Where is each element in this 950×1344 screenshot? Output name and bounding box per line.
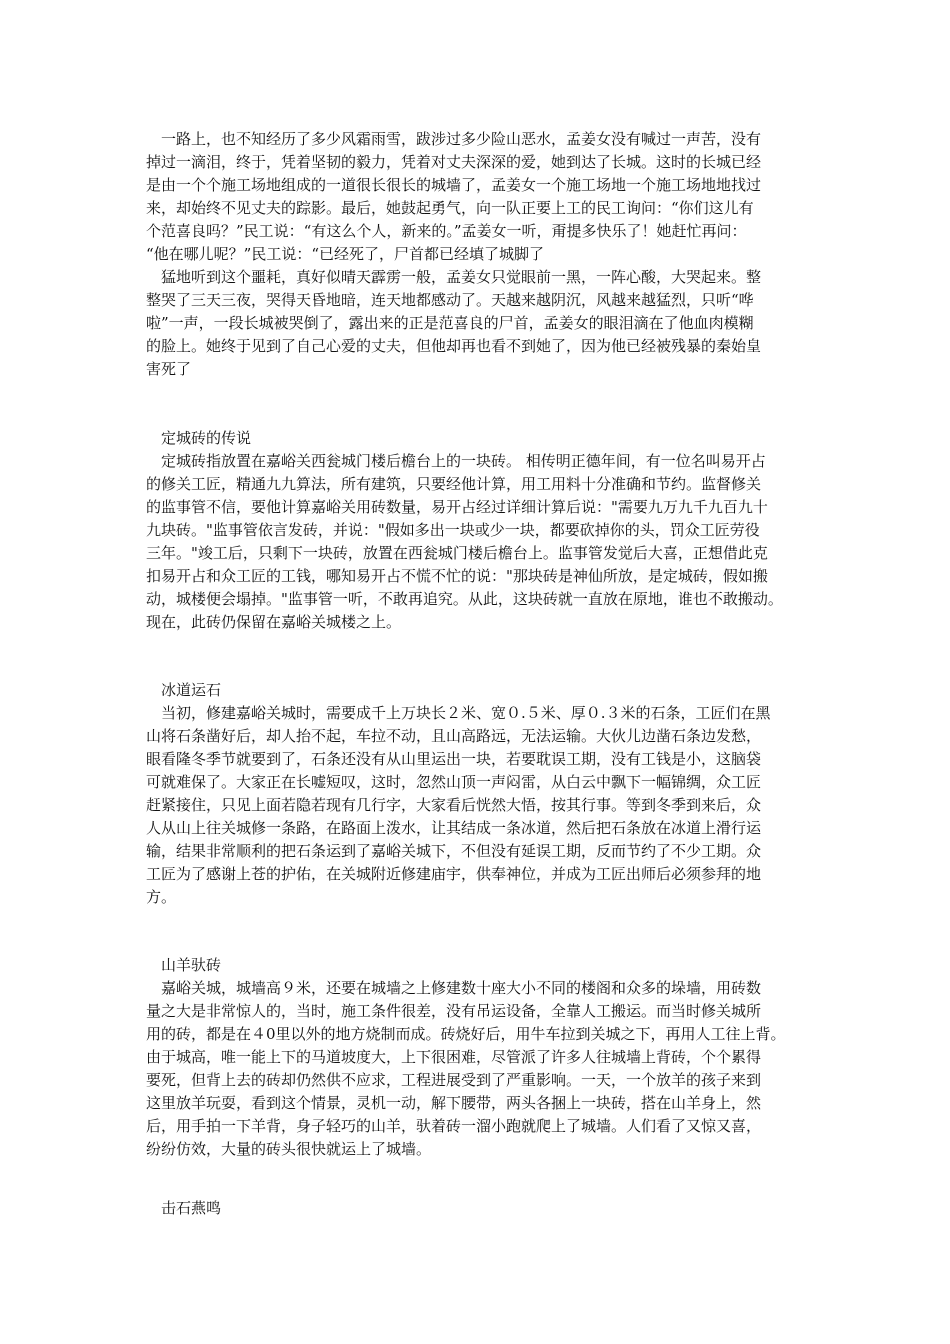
intro-line: 整哭了三天三夜，哭得天昏地暗，连天地都感动了。天越来越阴沉，风越来越猛烈，只听“哗: [146, 291, 754, 309]
section1-line: 九块砖。"监事管依言发砖，并说："假如多出一块或少一块，都要砍掉你的头，罚众工匠劳役: [146, 521, 760, 539]
intro-line: 个范喜良吗？”民工说：“有这么个人，新来的。”孟姜女一听，甭提多快乐了！她赶忙再问：: [146, 222, 747, 240]
section2-line: 山将石条凿好后，却人抬不起，车拉不动，且山高路远，无法运输。大伙儿边凿石条边发愁，: [146, 727, 762, 745]
section2-line: 人从山上往关城修一条路，在路面上泼水，让其结成一条冰道，然后把石条放在冰道上滑行运: [146, 819, 762, 837]
intro-line: 猛地听到这个噩耗，真好似晴天霹雳一般，孟姜女只觉眼前一黑，一阵心酸，大哭起来。整: [146, 268, 762, 286]
intro-line: 来，却始终不见丈夫的踪影。最后，她鼓起勇气，向一队正要上工的民工询问：“你们这儿有: [146, 199, 754, 217]
section2-line: 工匠为了感谢上苍的护佑，在关城附近修建庙宇，供奉神位，并成为工匠出师后必须参拜的地: [146, 865, 762, 883]
section3-line: 量之大是非常惊人的，当时，施工条件很差，没有吊运设备，全靠人工搬运。而当时修关城所: [146, 1002, 762, 1020]
section3-line: 要死，但背上去的砖却仍然供不应求，工程进展受到了严重影响。一天，一个放羊的孩子来到: [146, 1071, 762, 1089]
intro-line: 害死了: [146, 360, 192, 378]
intro-line: 是由一个个施工场地组成的一道很长很长的城墙了，孟姜女一个施工场地一个施工场地地找过: [146, 176, 762, 194]
section1-line: 的修关工匠，精通九九算法，所有建筑，只要经他计算，用工用料十分准确和节约。监督修关: [146, 475, 762, 493]
intro-line: 一路上，也不知经历了多少风霜雨雪，跋涉过多少险山恶水，孟姜女没有喊过一声苦，没有: [146, 130, 762, 148]
section2-line: 输，结果非常顺利的把石条运到了嘉峪关城下，不但没有延误工期，反而节约了不少工期。众: [146, 842, 762, 860]
section3-line: 嘉峪关城，城墙高９米，还要在城墙之上修建数十座大小不同的楼阁和众多的垛墙，用砖数: [146, 979, 762, 997]
section1-line: 定城砖指放置在嘉峪关西瓮城门楼后檐台上的一块砖。 相传明正德年间，有一位名叫易开占: [146, 452, 766, 470]
section3-line: 这里放羊玩耍，看到这个情景，灵机一动，解下腰带，两头各捆上一块砖，搭在山羊身上，然: [146, 1094, 762, 1112]
section3-line: 后，用手拍一下羊背，身子轻巧的山羊，驮着砖一溜小跑就爬上了城墙。人们看了又惊又喜，: [146, 1117, 762, 1135]
section3-line: 由于城高，唯一能上下的马道坡度大，上下很困难，尽管派了许多人往城墙上背砖，个个累得: [146, 1048, 762, 1066]
section1-line: 现在，此砖仍保留在嘉峪关城楼之上。: [146, 613, 402, 631]
section1-line: 三年。"竣工后，只剩下一块砖，放置在西瓮城门楼后檐台上。监事管发觉后大喜，正想借此克: [146, 544, 768, 562]
section3-line: 用的砖，都是在４0里以外的地方烧制而成。砖烧好后，用牛车拉到关城之下，再用人工往上背。: [146, 1025, 786, 1043]
section2-line: 可就难保了。大家正在长嘘短叹，这时，忽然山顶一声闷雷，从白云中飘下一幅锦绸，众工匠: [146, 773, 762, 791]
section2-line: 赶紧接住，只见上面若隐若现有几行字，大家看后恍然大悟，按其行事。等到冬季到来后，众: [146, 796, 762, 814]
section1-line: 的监事管不信，要他计算嘉峪关用砖数量，易开占经过详细计算后说："需要九万九千九百九十: [146, 498, 768, 516]
section-title-dingchengzhuan: 定城砖的传说: [161, 429, 252, 447]
section-title-shanyangtuozhuan: 山羊驮砖: [161, 956, 222, 974]
intro-line: 掉过一滴泪，终于，凭着坚韧的毅力，凭着对丈夫深深的爱，她到达了长城。这时的长城已经: [146, 153, 762, 171]
section-title-jishiyanming: 击石燕鸣: [161, 1199, 222, 1217]
intro-line: 啦”一声，一段长城被哭倒了，露出来的正是范喜良的尸首，孟姜女的眼泪滴在了他血肉模糊: [146, 314, 754, 332]
section2-line: 眼看隆冬季节就要到了，石条还没有从山里运出一块，若要耽误工期，没有工钱是小，这脑袋: [146, 750, 762, 768]
section2-line: 当初，修建嘉峪关城时，需要成千上万块长２米、宽０.５米、厚０.３米的石条，工匠们在黑: [146, 704, 771, 722]
intro-line: “他在哪儿呢？”民工说：“已经死了，尸首都已经填了城脚了: [146, 245, 545, 263]
intro-line: 的脸上。她终于见到了自己心爱的丈夫，但他却再也看不到她了，因为他已经被残暴的秦始皇: [146, 337, 762, 355]
section-title-bingdaoyunshi: 冰道运石: [161, 681, 222, 699]
section2-line: 方。: [146, 888, 177, 906]
section1-line: 动，城楼便会塌掉。"监事管一听，不敢再追究。从此，这块砖就一直放在原地，谁也不敢搬动。: [146, 590, 783, 608]
section3-line: 纷纷仿效，大量的砖头很快就运上了城墙。: [146, 1140, 432, 1158]
section1-line: 扣易开占和众工匠的工钱，哪知易开占不慌不忙的说："那块砖是神仙所放，是定城砖，假如搬: [146, 567, 768, 585]
